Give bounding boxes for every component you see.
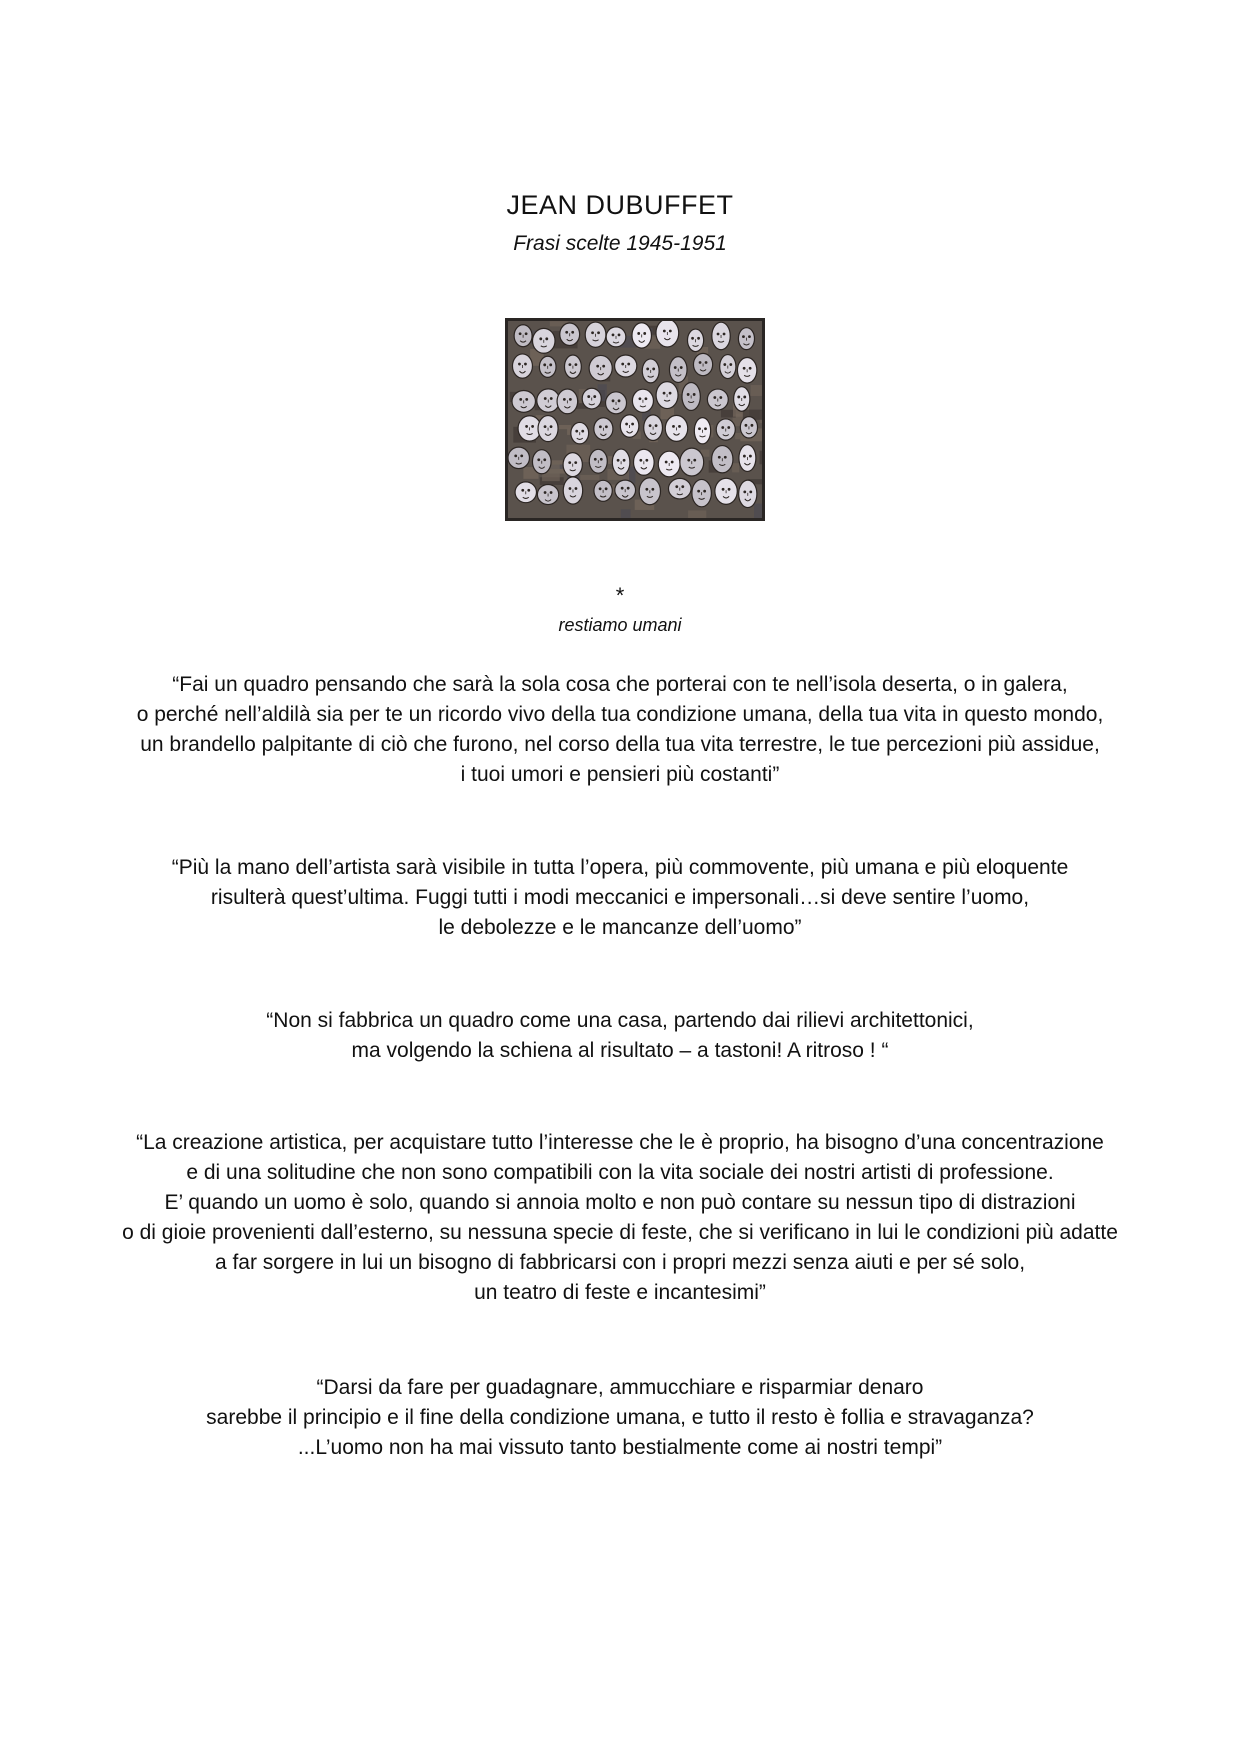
quote-block	[0, 1373, 1240, 1463]
quote-block	[0, 1006, 1240, 1066]
quote-line: un teatro di feste e incantesimi”	[474, 1281, 766, 1304]
quote-line: ma volgendo la schiena al risultato – a tastoni! A ritroso ! “	[351, 1039, 889, 1062]
painting-image	[505, 318, 765, 521]
quote-line: “Più la mano dell’artista sarà visibile in tutta l’opera, più commovente, più umana e più eloquente	[171, 856, 1069, 879]
quote-line: o di gioie provenienti dall’esterno, su nessuna specie di feste, che si verificano in lui le condizioni più adatte	[122, 1221, 1118, 1244]
motto-text: restiamo umani	[558, 615, 682, 635]
quote-line: E’ quando un uomo è solo, quando si annoia molto e non può contare su nessun tipo di distrazioni	[164, 1191, 1076, 1214]
quote-line: o perché nell’aldilà sia per te un ricordo vivo della tua condizione umana, della tua vita in questo mondo,	[136, 703, 1104, 726]
painting-of-crowd-faces-icon	[508, 321, 762, 518]
quote-line: ...L’uomo non ha mai vissuto tanto bestialmente come ai nostri tempi”	[297, 1436, 943, 1459]
quote-line: a far sorgere in lui un bisogno di fabbricarsi con i propri mezzi senza aiuti e per sé solo,	[214, 1251, 1026, 1274]
quote-line: un brandello palpitante di ciò che furono, nel corso della tua vita terrestre, le tue percezioni più assidue,	[140, 733, 1100, 756]
quote-line: sarebbe il principio e il fine della condizione umana, e tutto il resto è follia e stravaganza?	[206, 1406, 1034, 1429]
document-subtitle: Frasi scelte 1945-1951	[513, 232, 727, 255]
document-title: JEAN DUBUFFET	[506, 190, 734, 220]
quote-line: e di una solitudine che non sono compatibili con la vita sociale dei nostri artisti di professione.	[186, 1161, 1054, 1184]
quote-block	[0, 1128, 1240, 1308]
quote-block	[0, 670, 1240, 790]
quote-line: risulterà quest’ultima. Fuggi tutti i modi meccanici e impersonali…si deve sentire l’uomo,	[210, 886, 1030, 909]
quote-line: “Non si fabbrica un quadro come una casa, partendo dai rilievi architettonici,	[266, 1009, 974, 1032]
quote-line: “Fai un quadro pensando che sarà la sola cosa che porterai con te nell’isola deserta, o in galera,	[172, 673, 1068, 696]
quote-line: “La creazione artistica, per acquistare tutto l’interesse che le è proprio, ha bisogno d’una concentrazione	[136, 1131, 1104, 1154]
quote-line: i tuoi umori e pensieri più costanti”	[460, 763, 780, 786]
quote-block	[0, 853, 1240, 943]
quote-line: “Darsi da fare per guadagnare, ammucchiare e risparmiar denaro	[316, 1376, 924, 1399]
separator-asterisk: *	[615, 583, 625, 608]
quote-line: le debolezze e le mancanze dell’uomo”	[438, 916, 802, 939]
